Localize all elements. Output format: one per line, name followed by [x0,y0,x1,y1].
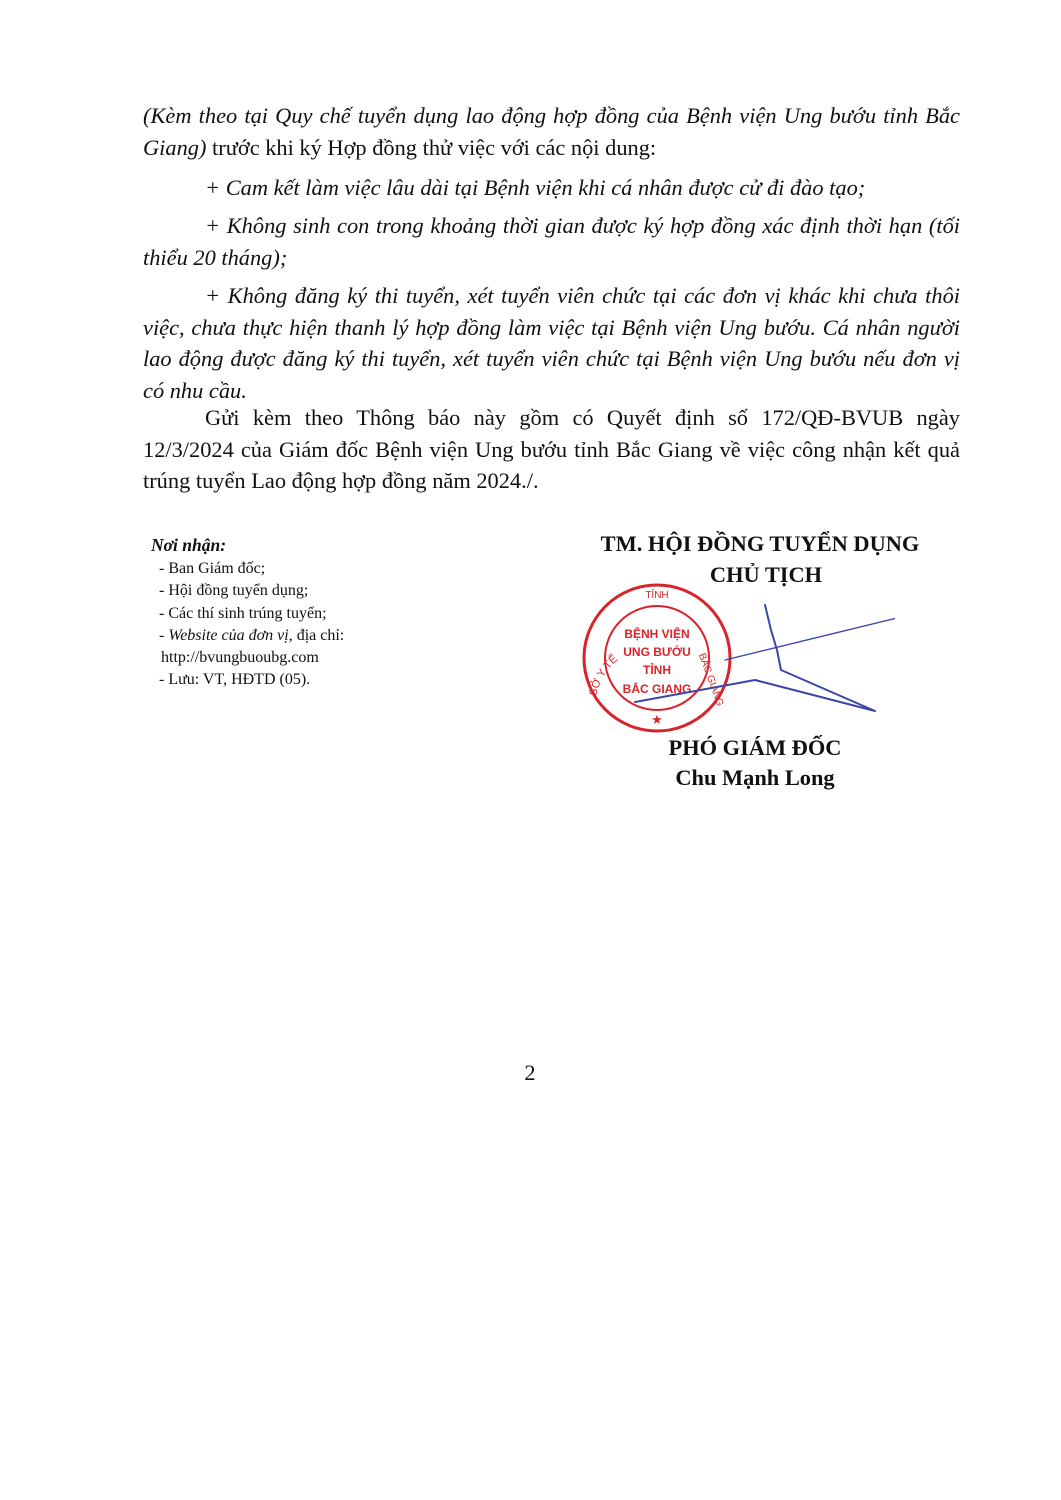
council-title: TM. HỘI ĐỒNG TUYỂN DỤNG [600,531,920,556]
signer-block [640,733,870,793]
paragraph-attachment-note: Gửi kèm theo Thông báo này gồm có Quyết định số 172/QĐ-BVUB ngày 12/3/2024 của Giám đốc Bệnh viện Ung bướu tỉnh Bắc Giang về việc công nhận kết quả trúng tuyển Lao động hợp đồng năm 2024./. [143,405,960,493]
commitment-intro-text: trước khi ký Hợp đồng thử việc với các nội dung: [206,134,657,160]
seal-text-line: BẮC GIANG [622,682,692,696]
recipient-item: - Hội đồng tuyển dụng; [159,582,309,600]
seal-text-line: UNG BƯỚU [623,645,691,659]
website-url[interactable]: http://bvungbuoubg.com [161,649,319,667]
recipient-item: - Các thí sinh trúng tuyển; [159,604,327,622]
paragraph-commitment-intro [143,100,960,163]
recipient-item-website: - Website của đơn vị, địa chỉ: [159,626,345,644]
page-number: 2 [524,1060,536,1085]
official-seal-and-signature [575,580,895,740]
seal-text-line: TỈNH [643,663,671,677]
chairman-title: CHỦ TỊCH [709,562,823,587]
seal-ring-right: BẮC GIANG [695,651,726,708]
seal-star-icon: ★ [651,712,663,727]
recipients-block [147,534,447,691]
regulation-reference: (Kèm theo tại Quy chế tuyển dụng lao động hợp đồng của Bệnh viện Ung bướu tỉnh Bắc Giang) [143,103,960,160]
signer-name: Chu Mạnh Long [675,765,835,790]
recipient-item: - Lưu: VT, HĐTD (05). [159,671,311,689]
commitment-item-no-childbirth: + Không sinh con trong khoảng thời gian được ký hợp đồng xác định thời hạn (tối thiểu 20 tháng); [143,213,960,270]
signer-position: PHÓ GIÁM ĐỐC [668,735,842,760]
recipient-item: - Ban Giám đốc; [159,560,266,578]
website-label: Website của đơn vị [168,626,289,644]
seal-ring-top: TỈNH [645,590,669,601]
red-seal [584,585,730,731]
commitment-item-long-term: + Cam kết làm việc lâu dài tại Bệnh viện khi cá nhân được cử đi đào tạo; [205,175,866,200]
recipients-title: Nơi nhận: [151,535,227,555]
seal-ring-text: SỞ Y TẾ [587,652,621,698]
commitment-item-no-other-recruitment: + Không đăng ký thi tuyển, xét tuyển viên chức tại các đơn vị khác khi chưa thôi việc, chưa thực hiện thanh lý hợp đồng làm việc tại Bệnh viện Ung bướu. Cá nhân người lao động được đăng ký thi tuyển, xét tuyển viên chức tại Bệnh viện Ung bướu nếu đơn vị có nhu cầu. [143,283,960,403]
seal-text-line: BỆNH VIỆN [624,627,690,641]
